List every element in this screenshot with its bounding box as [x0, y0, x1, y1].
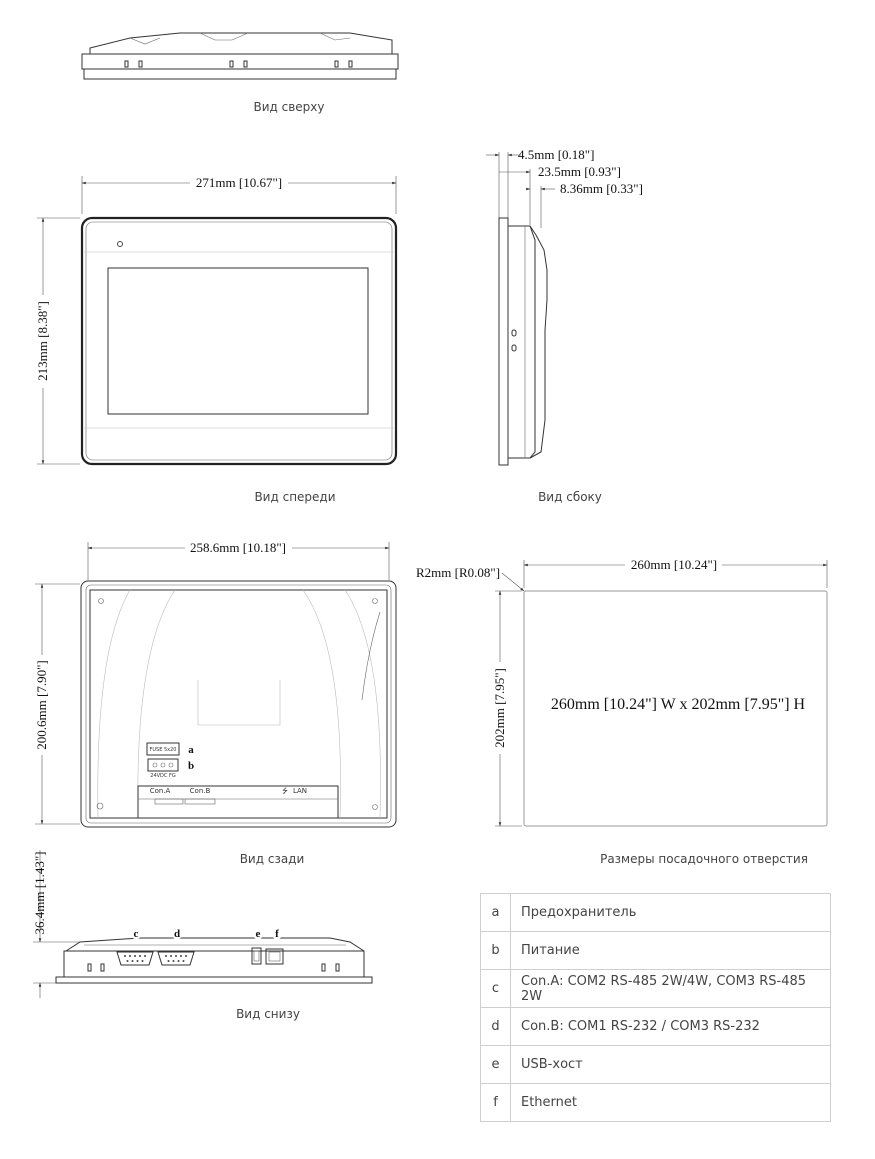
front-width-dim: 271mm [10.67"] [195, 175, 283, 190]
legend-key: b [481, 932, 511, 970]
top-view-vent-slots [125, 61, 352, 67]
cutout-height-dim: 202mm [7.95"] [492, 668, 507, 748]
legend-row [481, 1008, 831, 1046]
front-view [35, 175, 396, 504]
svg-text:f: f [275, 928, 279, 940]
rear-screws [97, 599, 378, 810]
power-terminal [148, 759, 178, 771]
legend-row [481, 894, 831, 932]
cutout-radius-dim: R2mm [R0.08"] [416, 565, 501, 580]
svg-text:c: c [133, 928, 139, 940]
legend-desc: Con.A: COM2 RS-485 2W/4W, COM3 RS-485 2W [511, 970, 831, 1008]
rear-marker-b: b [187, 760, 195, 772]
legend-desc: USB-хост [511, 1046, 831, 1084]
bottom-view-caption: Вид снизу [236, 1007, 300, 1021]
rear-marker-a: a [188, 744, 194, 756]
legend-row [481, 932, 831, 970]
connector-legend-table [480, 893, 831, 1122]
con-b-label: Con.B [189, 787, 211, 795]
svg-text:d: d [173, 928, 181, 940]
cutout-caption: Размеры посадочного отверстия [600, 852, 808, 866]
legend-desc: Питание [511, 932, 831, 970]
side-dim-1: 4.5mm [0.18"] [518, 147, 595, 162]
legend-key: f [481, 1084, 511, 1122]
rear-view [34, 540, 396, 866]
top-view-caption: Вид сверху [253, 100, 325, 114]
legend-row [481, 1046, 831, 1084]
legend-key: d [481, 1008, 511, 1046]
rear-height-dim: 200.6mm [7.90"] [34, 660, 49, 750]
front-led-indicator [118, 242, 123, 247]
usb-icon: ⭍ [282, 787, 288, 795]
side-view [486, 147, 643, 504]
legend-row [481, 1084, 831, 1122]
bottom-height-dim: 36.4mm [1.43"] [32, 851, 47, 935]
side-view-caption: Вид сбоку [538, 490, 602, 504]
side-dim-2: 23.5mm [0.93"] [538, 164, 621, 179]
lan-label: LAN [292, 787, 308, 795]
fuse-label: FUSE 5x20 [149, 747, 177, 753]
rear-width-dim: 258.6mm [10.18"] [190, 540, 286, 555]
rear-view-caption: Вид сзади [239, 852, 305, 866]
legend-desc: Предохранитель [511, 894, 831, 932]
legend-desc: Ethernet [511, 1084, 831, 1122]
legend-key: a [481, 894, 511, 932]
bottom-view [32, 850, 372, 1021]
power-terminal-label: 24VDC FG [150, 773, 176, 779]
front-view-caption: Вид спереди [254, 490, 336, 504]
con-a-label: Con.A [149, 787, 171, 795]
legend-row [481, 970, 831, 1008]
bottom-usb-port [252, 948, 261, 964]
legend-key: c [481, 970, 511, 1008]
side-dim-3: 8.36mm [0.33"] [560, 181, 643, 196]
front-height-dim: 213mm [8.38"] [35, 301, 50, 381]
bottom-con-a-db9 [117, 952, 153, 965]
bottom-con-b-db9 [158, 952, 194, 965]
legend-desc: Con.B: COM1 RS-232 / COM3 RS-232 [511, 1008, 831, 1046]
cutout-view [416, 557, 827, 866]
svg-text:e: e [255, 928, 261, 940]
cutout-center-text: 260mm [10.24"] W x 202mm [7.95"] H [550, 696, 806, 713]
top-view [82, 33, 398, 114]
cutout-width-dim: 260mm [10.24"] [630, 557, 718, 572]
legend-key: e [481, 1046, 511, 1084]
